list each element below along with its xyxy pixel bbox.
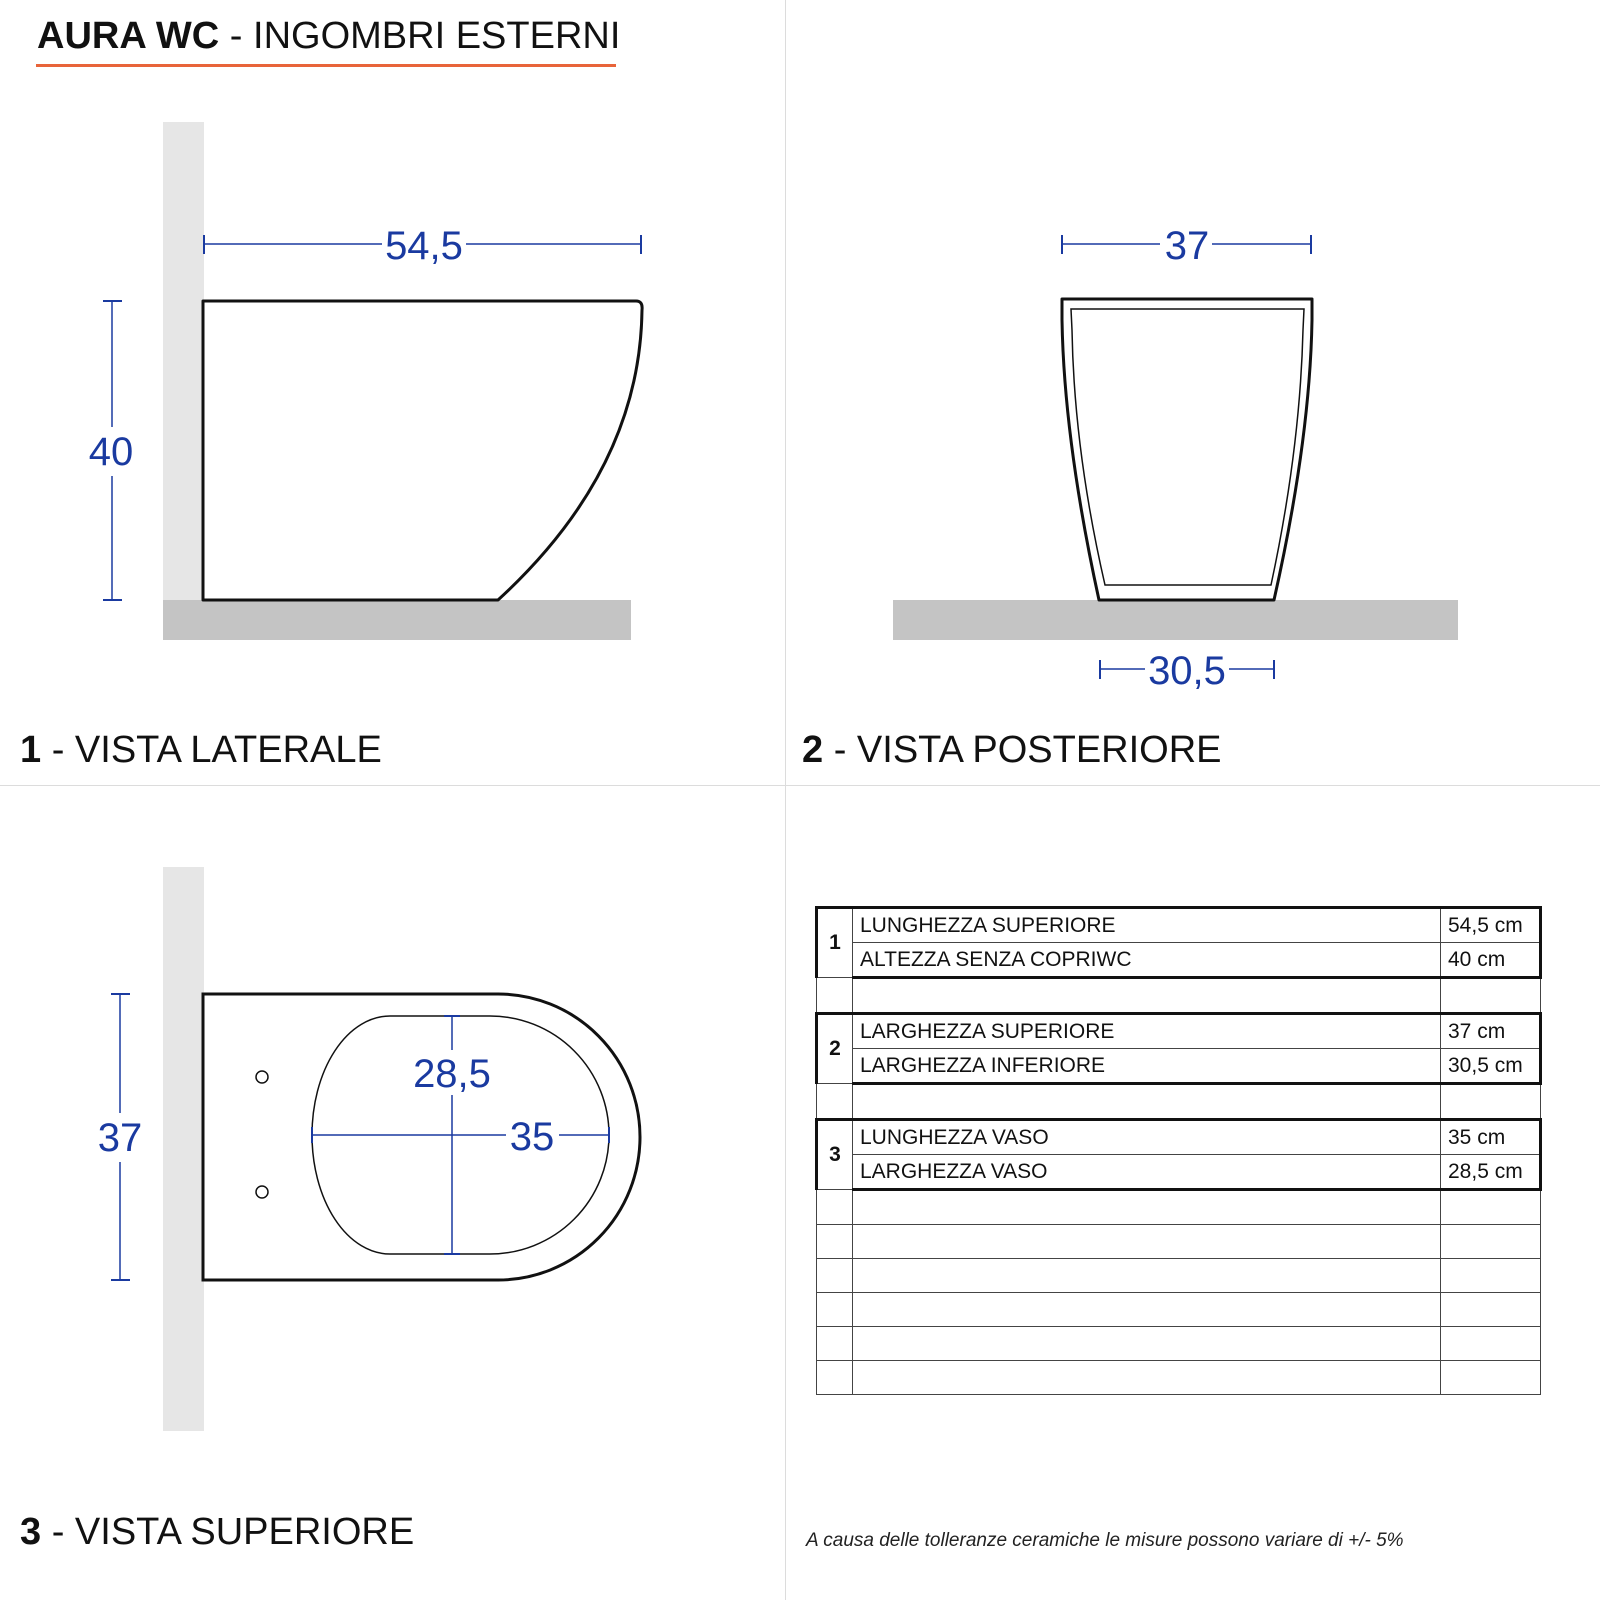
spec-value: 28,5 cm [1441, 1155, 1541, 1190]
table-row [817, 1049, 1541, 1084]
wall [163, 122, 204, 600]
spec-value: 54,5 cm [1441, 908, 1541, 943]
dim-bowl-length: 35 [509, 1115, 555, 1159]
dim-bowl-width: 28,5 [413, 1052, 491, 1096]
table-row [817, 908, 1541, 943]
wc-side-outline [203, 301, 642, 600]
spec-label: LARGHEZZA VASO [853, 1155, 1441, 1190]
wall [163, 867, 204, 1431]
dim-top-width: 37 [97, 1116, 143, 1160]
dim-rear-bottom: 30,5 [1148, 649, 1226, 693]
view-label-side: 1 - VISTA LATERALE [20, 729, 382, 771]
dimensions-table [815, 906, 1542, 1395]
title-separator: - [219, 15, 254, 57]
rear-view-drawing [893, 224, 1458, 693]
tolerance-footnote: A causa delle tolleranze ceramiche le misure possono variare di +/- 5% [806, 1530, 1404, 1551]
spec-label: LARGHEZZA INFERIORE [853, 1049, 1441, 1084]
view-label-top: 3 - VISTA SUPERIORE [20, 1511, 415, 1553]
title-subtitle: INGOMBRI ESTERNI [253, 15, 621, 57]
brand-name: AURA WC [37, 15, 220, 57]
spec-value: 35 cm [1441, 1120, 1541, 1155]
spec-value: 37 cm [1441, 1014, 1541, 1049]
spec-label: LUNGHEZZA SUPERIORE [853, 908, 1441, 943]
table-row [817, 1120, 1541, 1155]
spec-value: 40 cm [1441, 943, 1541, 978]
dim-rear-top: 37 [1164, 224, 1210, 268]
table-row-empty [817, 1327, 1541, 1361]
top-view-drawing [98, 867, 640, 1431]
spec-value: 30,5 cm [1441, 1049, 1541, 1084]
floor [163, 600, 631, 640]
fixing-hole-icon [256, 1071, 268, 1083]
view-label-rear: 2 - VISTA POSTERIORE [802, 729, 1222, 771]
table-row-empty [817, 1225, 1541, 1259]
table-row-empty [817, 1259, 1541, 1293]
fixing-hole-icon [256, 1186, 268, 1198]
dim-side-height: 40 [88, 430, 134, 474]
wc-rear-inner-outline [1071, 309, 1304, 585]
side-view-drawing [89, 122, 642, 640]
table-row [817, 1014, 1541, 1049]
table-row-empty [817, 1361, 1541, 1395]
spec-label: LARGHEZZA SUPERIORE [853, 1014, 1441, 1049]
table-row-empty [817, 978, 1541, 1014]
spec-label: ALTEZZA SENZA COPRIWC [853, 943, 1441, 978]
wc-top-outline [203, 994, 640, 1280]
group-number: 2 [817, 1014, 853, 1084]
table-row-empty [817, 1293, 1541, 1327]
dim-side-length: 54,5 [385, 224, 463, 268]
table-row-empty [817, 1084, 1541, 1120]
group-number: 1 [817, 908, 853, 978]
table-row-empty [817, 1190, 1541, 1225]
floor [893, 600, 1458, 640]
table-row [817, 1155, 1541, 1190]
wc-rear-outline [1062, 299, 1312, 600]
table-row [817, 943, 1541, 978]
spec-label: LUNGHEZZA VASO [853, 1120, 1441, 1155]
group-number: 3 [817, 1120, 853, 1190]
